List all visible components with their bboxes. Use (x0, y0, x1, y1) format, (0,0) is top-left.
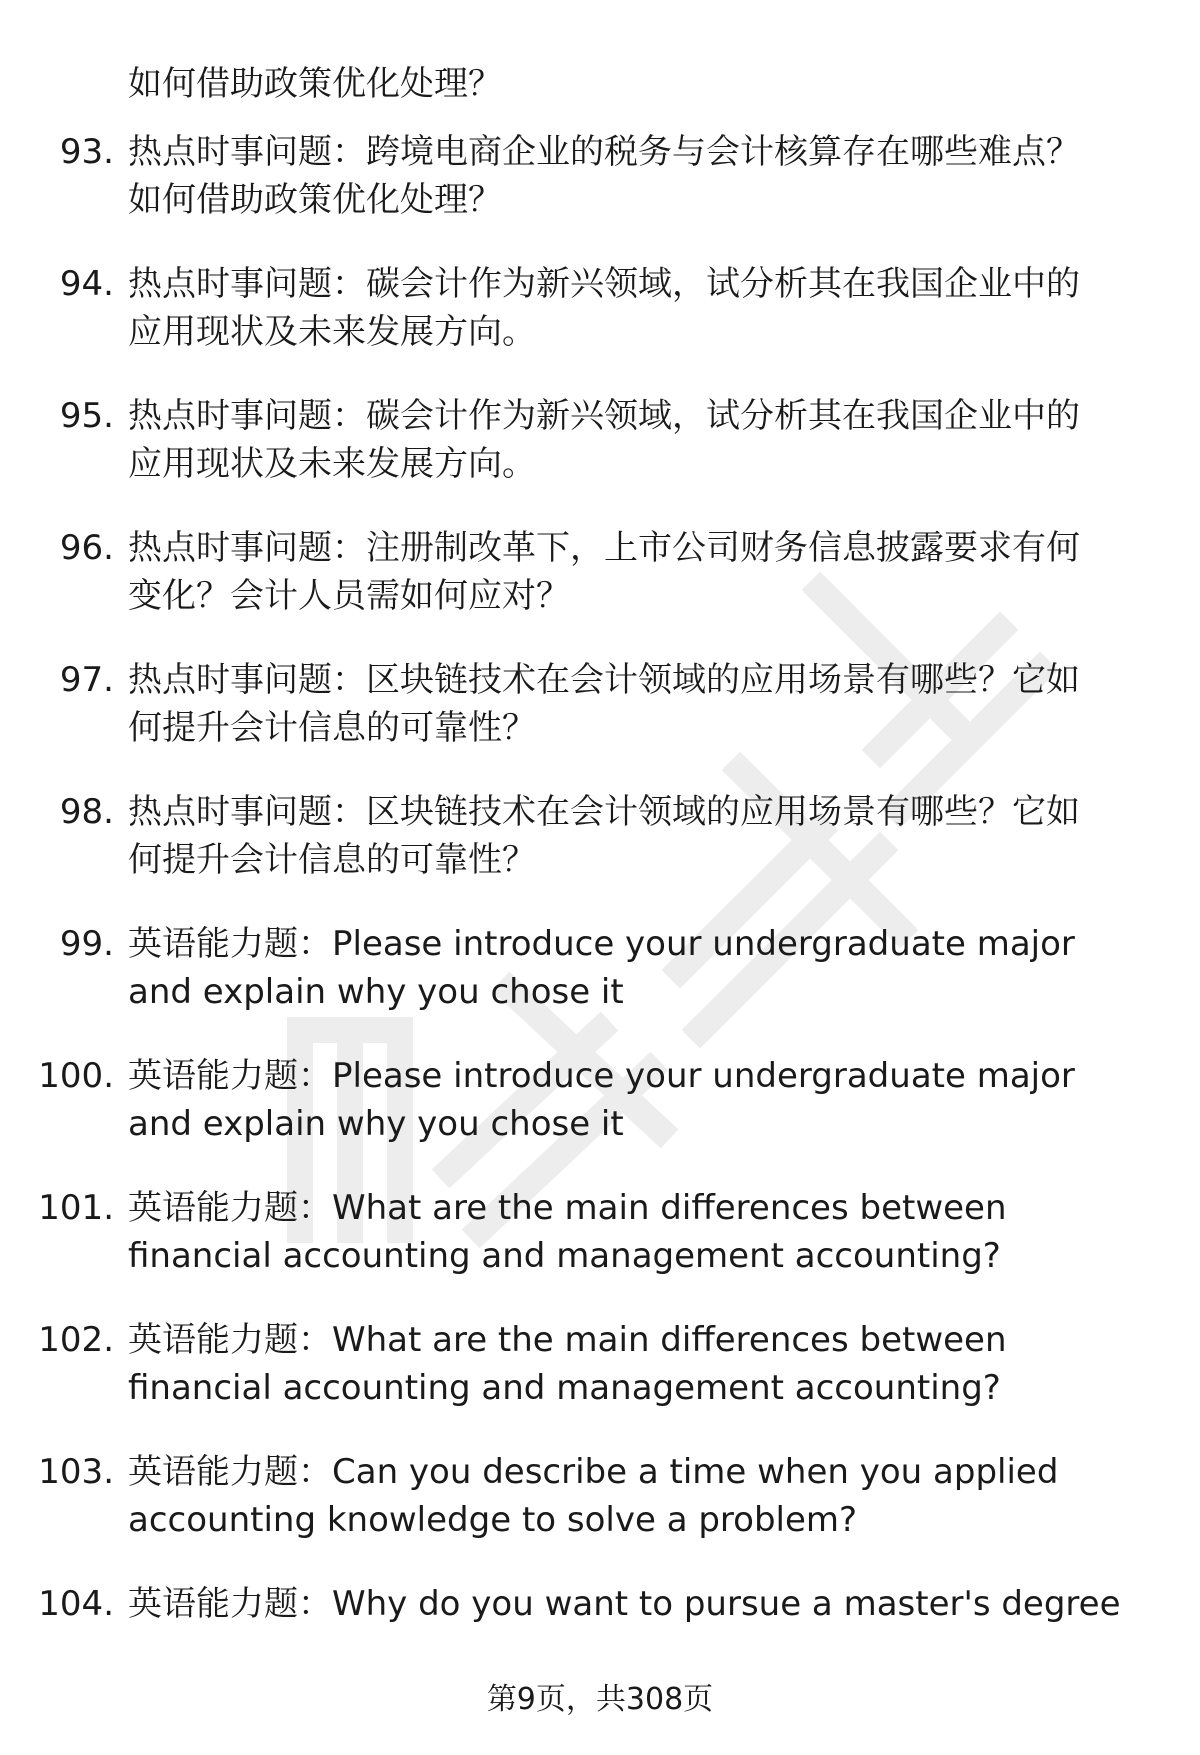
question-number: 99. (59, 924, 114, 964)
question-number: 102. (38, 1320, 114, 1360)
question-text-line: 何提升会计信息的可靠性？ (128, 840, 536, 880)
question-number: 104. (38, 1584, 114, 1624)
question-text-line: 何提升会计信息的可靠性？ (128, 708, 536, 748)
question-item (0, 1316, 1200, 1448)
question-item (0, 788, 1200, 920)
question-text-line: financial accounting and management accounting? (128, 1368, 1001, 1408)
question-number: 96. (59, 528, 114, 568)
question-number: 95. (59, 396, 114, 436)
question-number: 97. (59, 660, 114, 700)
question-text-line: 热点时事问题：区块链技术在会计领域的应用场景有哪些？它如 (128, 660, 1080, 700)
question-text-line: 英语能力题：Please introduce your undergraduate major (128, 924, 1075, 964)
question-number: 94. (59, 264, 114, 304)
question-text-line: accounting knowledge to solve a problem? (128, 1500, 858, 1540)
question-item (0, 920, 1200, 1052)
continuation-line: 如何借助政策优化处理？ (128, 64, 502, 104)
question-item (0, 1052, 1200, 1184)
question-text (128, 128, 1160, 224)
question-text-line: 热点时事问题：跨境电商企业的税务与会计核算存在哪些难点？ (128, 132, 1080, 172)
question-text (128, 1052, 1160, 1148)
question-text-line: 热点时事问题：区块链技术在会计领域的应用场景有哪些？它如 (128, 792, 1080, 832)
question-text-line: 英语能力题：Please introduce your undergraduate major (128, 1056, 1075, 1096)
question-text-line: 英语能力题：Why do you want to pursue a master's degree (128, 1584, 1121, 1624)
question-text (128, 1184, 1160, 1280)
question-text-line: and explain why you chose it (128, 972, 624, 1012)
question-text (128, 260, 1160, 356)
question-number: 101. (38, 1188, 114, 1228)
question-text-line: 英语能力题：What are the main differences between (128, 1188, 1007, 1228)
question-text-line: 热点时事问题：注册制改革下，上市公司财务信息披露要求有何 (128, 528, 1080, 568)
question-text (128, 392, 1160, 488)
question-text-line: 变化？会计人员需如何应对？ (128, 576, 570, 616)
question-text (128, 788, 1160, 884)
question-item (0, 392, 1200, 524)
question-text (128, 1316, 1160, 1412)
question-text (128, 920, 1160, 1016)
question-number: 98. (59, 792, 114, 832)
question-number: 93. (59, 132, 114, 172)
question-text (128, 656, 1160, 752)
question-text-line: 热点时事问题：碳会计作为新兴领域，试分析其在我国企业中的 (128, 396, 1080, 436)
question-text-line: 应用现状及未来发展方向。 (128, 444, 536, 484)
question-text-line: 英语能力题：What are the main differences between (128, 1320, 1007, 1360)
page-number-footer: 第9页，共308页 (486, 1682, 714, 1717)
question-text-line: 热点时事问题：碳会计作为新兴领域，试分析其在我国企业中的 (128, 264, 1080, 304)
question-list (0, 128, 1200, 1640)
question-item (0, 1580, 1200, 1640)
question-text-line: 如何借助政策优化处理？ (128, 180, 502, 220)
question-item (0, 524, 1200, 656)
question-number: 103. (38, 1452, 114, 1492)
question-item (0, 260, 1200, 392)
question-text (128, 1580, 1160, 1628)
question-text (128, 524, 1160, 620)
question-text-line: 英语能力题：Can you describe a time when you applied (128, 1452, 1059, 1492)
question-text-line: and explain why you chose it (128, 1104, 624, 1144)
question-item (0, 656, 1200, 788)
question-item (0, 1184, 1200, 1316)
question-number: 100. (38, 1056, 114, 1096)
question-item (0, 128, 1200, 260)
question-item (0, 1448, 1200, 1580)
question-text-line: financial accounting and management accounting? (128, 1236, 1001, 1276)
question-text-line: 应用现状及未来发展方向。 (128, 312, 536, 352)
question-text (128, 1448, 1160, 1544)
